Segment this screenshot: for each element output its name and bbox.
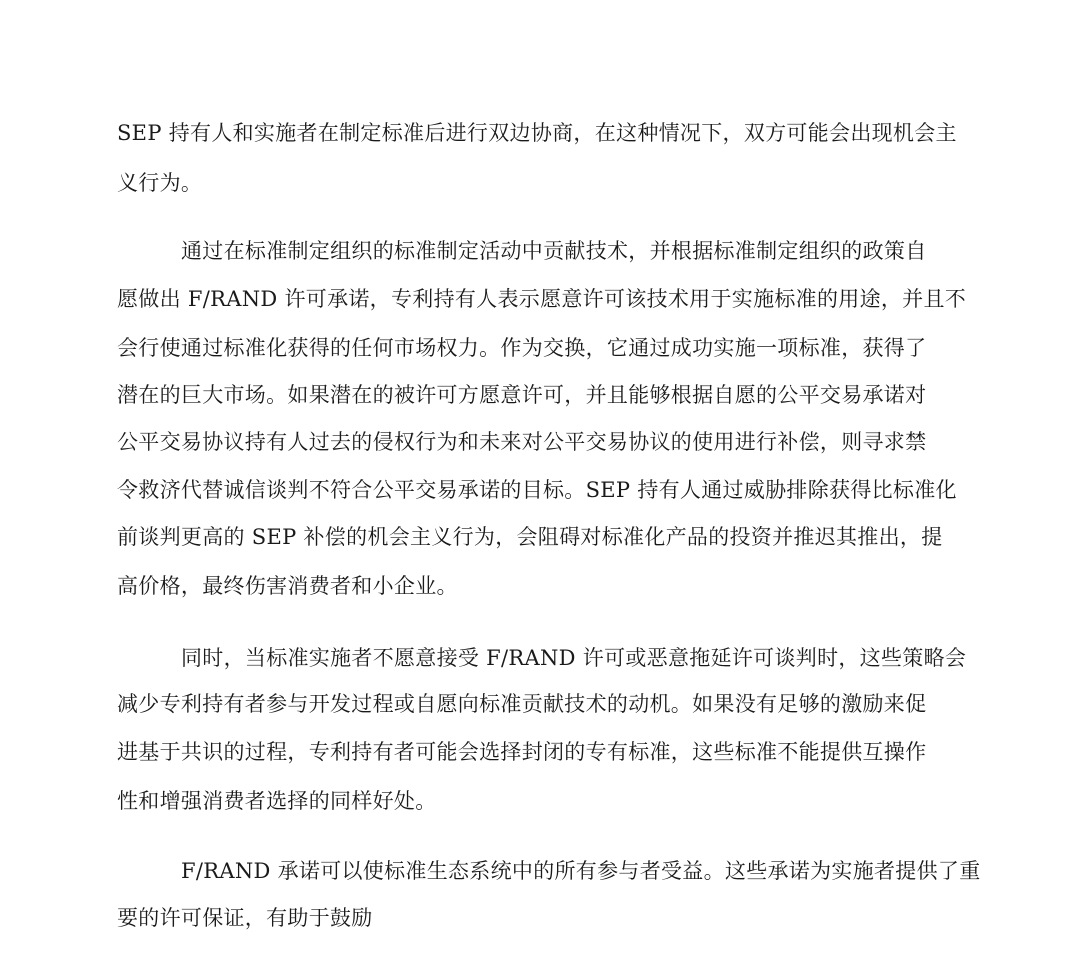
paragraph-4-line-2: 要的许可保证，有助于鼓励 bbox=[117, 906, 373, 930]
paragraph-1-line-2: 义行为。 bbox=[117, 171, 203, 195]
paragraph-1-line-1: SEP 持有人和实施者在制定标准后进行双边协商，在这种情况下，双方可能会出现机会主 bbox=[117, 121, 957, 145]
paragraph-3-line-4: 性和增强消费者选择的同样好处。 bbox=[117, 789, 437, 813]
paragraph-2-line-6: 令救济代替诚信谈判不符合公平交易承诺的目标。SEP 持有人通过威胁排除获得比标准化 bbox=[117, 478, 957, 502]
paragraph-2-line-2: 愿做出 F/RAND 许可承诺，专利持有人表示愿意许可该技术用于实施标准的用途，并且不 bbox=[117, 287, 967, 311]
paragraph-2-line-5: 公平交易协议持有人过去的侵权行为和未来对公平交易协议的使用进行补偿，则寻求禁 bbox=[117, 430, 927, 454]
paragraph-2-line-1: 通过在标准制定组织的标准制定活动中贡献技术，并根据标准制定组织的政策自 bbox=[181, 239, 927, 263]
paragraph-2-line-8: 高价格，最终伤害消费者和小企业。 bbox=[117, 574, 458, 598]
paragraph-3-line-2: 减少专利持有者参与开发过程或自愿向标准贡献技术的动机。如果没有足够的激励来促 bbox=[117, 692, 927, 716]
paragraph-3-line-3: 进基于共识的过程，专利持有者可能会选择封闭的专有标准，这些标准不能提供互操作 bbox=[117, 740, 927, 764]
paragraph-2-line-7: 前谈判更高的 SEP 补偿的机会主义行为，会阻碍对标准化产品的投资并推迟其推出，提 bbox=[117, 525, 943, 549]
paragraph-2-line-3: 会行使通过标准化获得的任何市场权力。作为交换，它通过成功实施一项标准，获得了 bbox=[117, 336, 927, 360]
paragraph-4-line-1: F/RAND 承诺可以使标准生态系统中的所有参与者受益。这些承诺为实施者提供了重 bbox=[181, 859, 981, 883]
paragraph-2-line-4: 潜在的巨大市场。如果潜在的被许可方愿意许可，并且能够根据自愿的公平交易承诺对 bbox=[117, 383, 927, 407]
paragraph-3-line-1: 同时，当标准实施者不愿意接受 F/RAND 许可或恶意拖延许可谈判时，这些策略会 bbox=[181, 646, 967, 670]
